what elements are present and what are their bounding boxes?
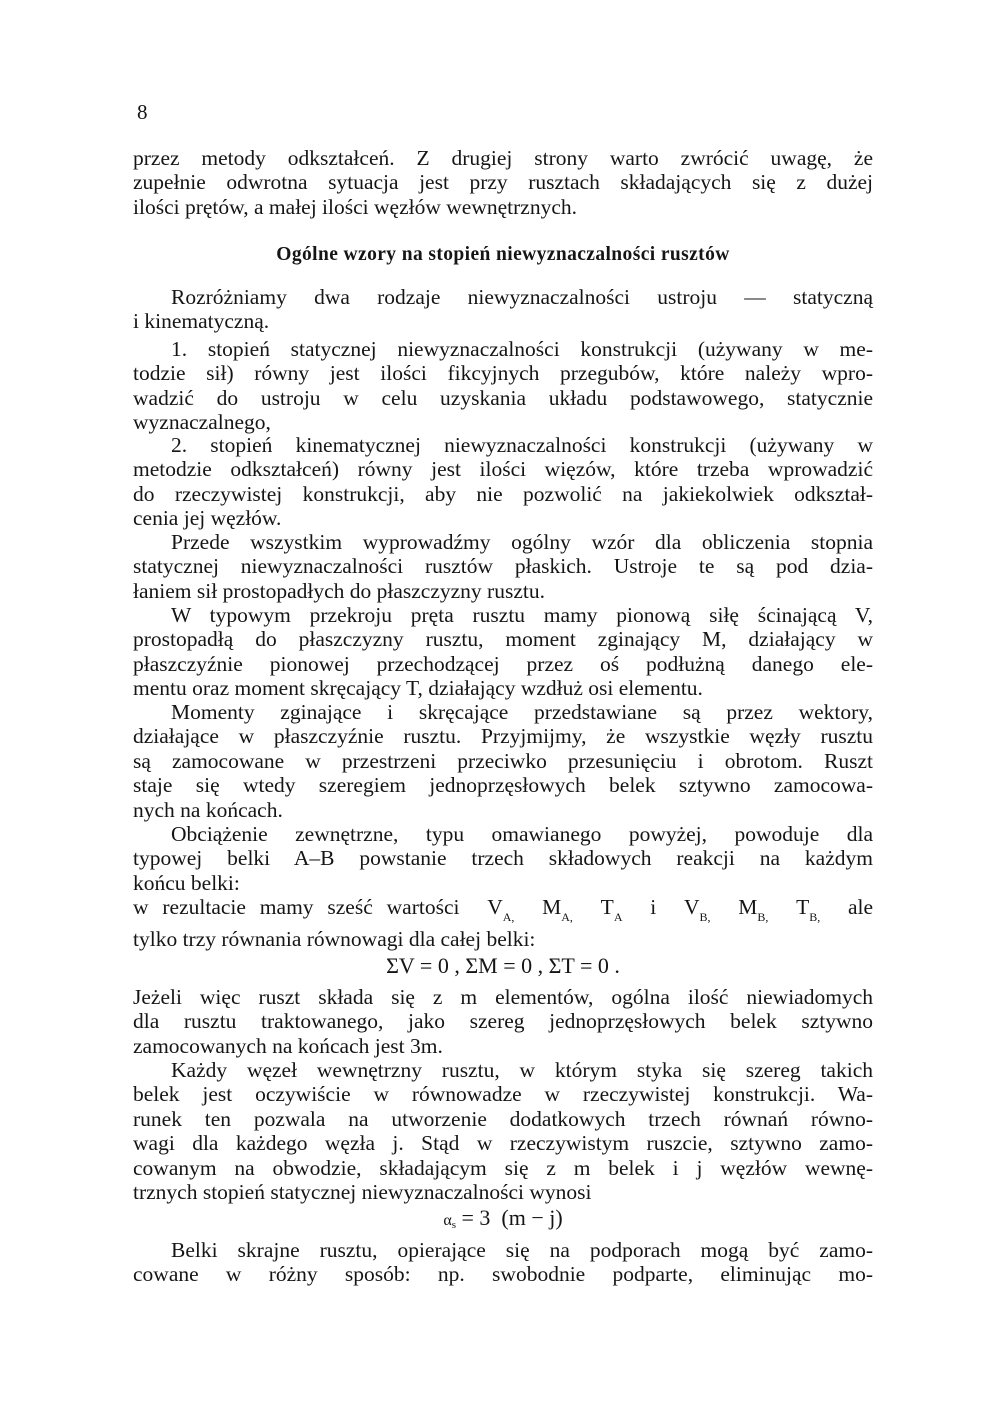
values-prefix: w rezultacie mamy sześć wartości	[133, 895, 460, 919]
text-line: do rzeczywistej konstrukcji, aby nie pozwolić na jakiekolwiek odkształ-	[133, 481, 873, 506]
text-line: końcu belki:	[133, 870, 240, 895]
page-number: 8	[137, 100, 148, 124]
values-line	[133, 895, 874, 924]
paragraph-internal-node	[133, 1058, 873, 1204]
formula-rhs: = 3 (m − j)	[455, 1205, 563, 1230]
symbol-letter: V	[683, 895, 700, 919]
text-line: łaniem sił prostopadłych do płaszczyzny rusztu.	[133, 578, 545, 603]
symbol-TB	[796, 895, 821, 924]
text-line: zupełnie odwrotna sytuacja jest przy rusztach składających się z dużej	[133, 170, 873, 195]
text-line: płaszczyźnie pionowej przechodzącej przez oś podłużną danego ele-	[133, 651, 873, 676]
text-line: 2. stopień kinematycznej niewyznaczalności konstrukcji (używany w	[171, 433, 873, 457]
symbol-subscript: B,	[699, 910, 711, 924]
list-item-kinematic	[133, 433, 873, 531]
values-suffix: ale	[847, 895, 874, 919]
text-line: metodzie odkształceń) równy jest ilości więzów, które trzeba wprowadzić	[133, 457, 873, 482]
text-line: runek ten pozwala na utworzenie dodatkowych trzech równań równo-	[133, 1106, 873, 1131]
alpha-subscript: s	[451, 1219, 456, 1231]
indeterminacy-formula	[133, 1205, 873, 1231]
symbol-VB	[683, 895, 711, 924]
paragraph-load	[133, 822, 873, 895]
text-line: i kinematyczną.	[133, 309, 270, 334]
symbol-subscript: A	[613, 910, 623, 924]
conjunction: i	[650, 895, 657, 919]
text-line: Rozróżniamy dwa rodzaje niewyznaczalności ustroju — statyczną	[171, 285, 873, 309]
text-line: prostopadłą do płaszczyzny rusztu, moment zginający M, działający w	[133, 627, 873, 652]
text-line: działające w płaszczyźnie rusztu. Przyjmijmy, że wszystkie węzły rusztu	[133, 724, 873, 749]
text-line: Belki skrajne rusztu, opierające się na podporach mogą być zamo-	[171, 1238, 873, 1262]
paragraph-derivation	[133, 530, 873, 603]
symbol-subscript: A,	[502, 910, 515, 924]
equilibrium-formula: ΣV = 0 , ΣM = 0 , ΣT = 0 .	[386, 953, 620, 978]
symbol-letter: T	[600, 895, 614, 919]
text-line: Każdy węzeł wewnętrzny rusztu, w którym styka się szereg takich	[171, 1058, 873, 1082]
symbol-letter: M	[738, 895, 758, 919]
text-line: cowanym na obwodzie, składającym się z m belek i j węzłów wewnę-	[133, 1155, 873, 1180]
equations-intro	[133, 927, 873, 951]
text-line: dla rusztu traktowanego, jako szereg jednoprzęsłowych belek sztywno	[133, 1009, 873, 1034]
text-line: wagi dla każdego węzła j. Stąd w rzeczywistym ruszcie, sztywno zamo-	[133, 1131, 873, 1156]
text-line: wadzić do ustroju w celu uzyskania układu podstawowego, statycznie	[133, 385, 873, 410]
intro-paragraph	[133, 146, 873, 219]
paragraph-moments	[133, 700, 873, 822]
text-line: trznych stopień statycznej niewyznaczalności wynosi	[133, 1179, 592, 1204]
text-line: staje się wtedy szeregiem jednoprzęsłowych belek sztywno zamocowa-	[133, 773, 873, 798]
text-line: 1. stopień statycznej niewyznaczalności konstrukcji (używany w me-	[171, 337, 873, 361]
list-item-static	[133, 337, 873, 435]
text-line: W typowym przekroju pręta rusztu mamy pionową siłę ścinającą V,	[171, 603, 873, 627]
section-heading: Ogólne wzory na stopień niewyznaczalności rusztów	[276, 244, 730, 265]
text-line: są zamocowane w przestrzeni przeciwko przesunięciu i obrotom. Ruszt	[133, 748, 873, 773]
symbol-VA	[487, 895, 515, 924]
text-line: przez metody odkształceń. Z drugiej strony warto zwrócić uwagę, że	[133, 146, 873, 170]
symbol-subscript: B,	[809, 910, 821, 924]
text-line: belek jest oczywiście w równowadze w rzeczywistej konstrukcji. Wa-	[133, 1082, 873, 1107]
text-line: wyznaczalnego,	[133, 410, 271, 435]
paragraph-edge-beams	[133, 1238, 873, 1287]
text-line: tylko trzy równania równowagi dla całej belki:	[133, 927, 536, 951]
text-line: Obciążenie zewnętrzne, typu omawianego powyżej, powoduje dla	[171, 822, 873, 846]
symbol-letter: T	[796, 895, 810, 919]
text-line	[133, 895, 874, 924]
paragraph-types	[133, 285, 873, 334]
text-line: cowane w różny sposób: np. swobodnie podparte, eliminując mo-	[133, 1262, 873, 1287]
symbol-MA	[542, 895, 573, 924]
text-line: todzie sił) równy jest ilości fikcyjnych przegubów, które należy wpro-	[133, 361, 873, 386]
text-line: nych na końcach.	[133, 797, 283, 822]
symbol-subscript: A,	[561, 910, 573, 924]
symbol-MB	[738, 895, 769, 924]
text-line: Przede wszystkim wyprowadźmy ogólny wzór dla obliczenia stopnia	[171, 530, 873, 554]
text-line: ilości prętów, a małej ilości węzłów wewnętrznych.	[133, 194, 577, 219]
symbol-letter: V	[487, 895, 503, 919]
symbol-subscript: B,	[757, 910, 769, 924]
text-line: mentu oraz moment skręcający T, działający wzdłuż osi elementu.	[133, 676, 703, 701]
text-line: statycznej niewyznaczalności rusztów płaskich. Ustroje te są pod dzia-	[133, 554, 873, 579]
symbol-TA	[600, 895, 623, 924]
text-line: cenia jej węzłów.	[133, 506, 282, 531]
text-line: Jeżeli więc ruszt składa się z m elementów, ogólna ilość niewiadomych	[133, 985, 873, 1009]
text-line: Momenty zginające i skręcające przedstawiane są przez wektory,	[171, 700, 873, 724]
paragraph-cross-section	[133, 603, 873, 701]
symbol-letter: M	[542, 895, 562, 919]
paragraph-unknowns	[133, 985, 873, 1058]
alpha-symbol: α	[443, 1212, 452, 1229]
text-line: zamocowanych na końcach jest 3m.	[133, 1033, 443, 1058]
text-line: typowej belki A–B powstanie trzech składowych reakcji na każdym	[133, 846, 873, 871]
